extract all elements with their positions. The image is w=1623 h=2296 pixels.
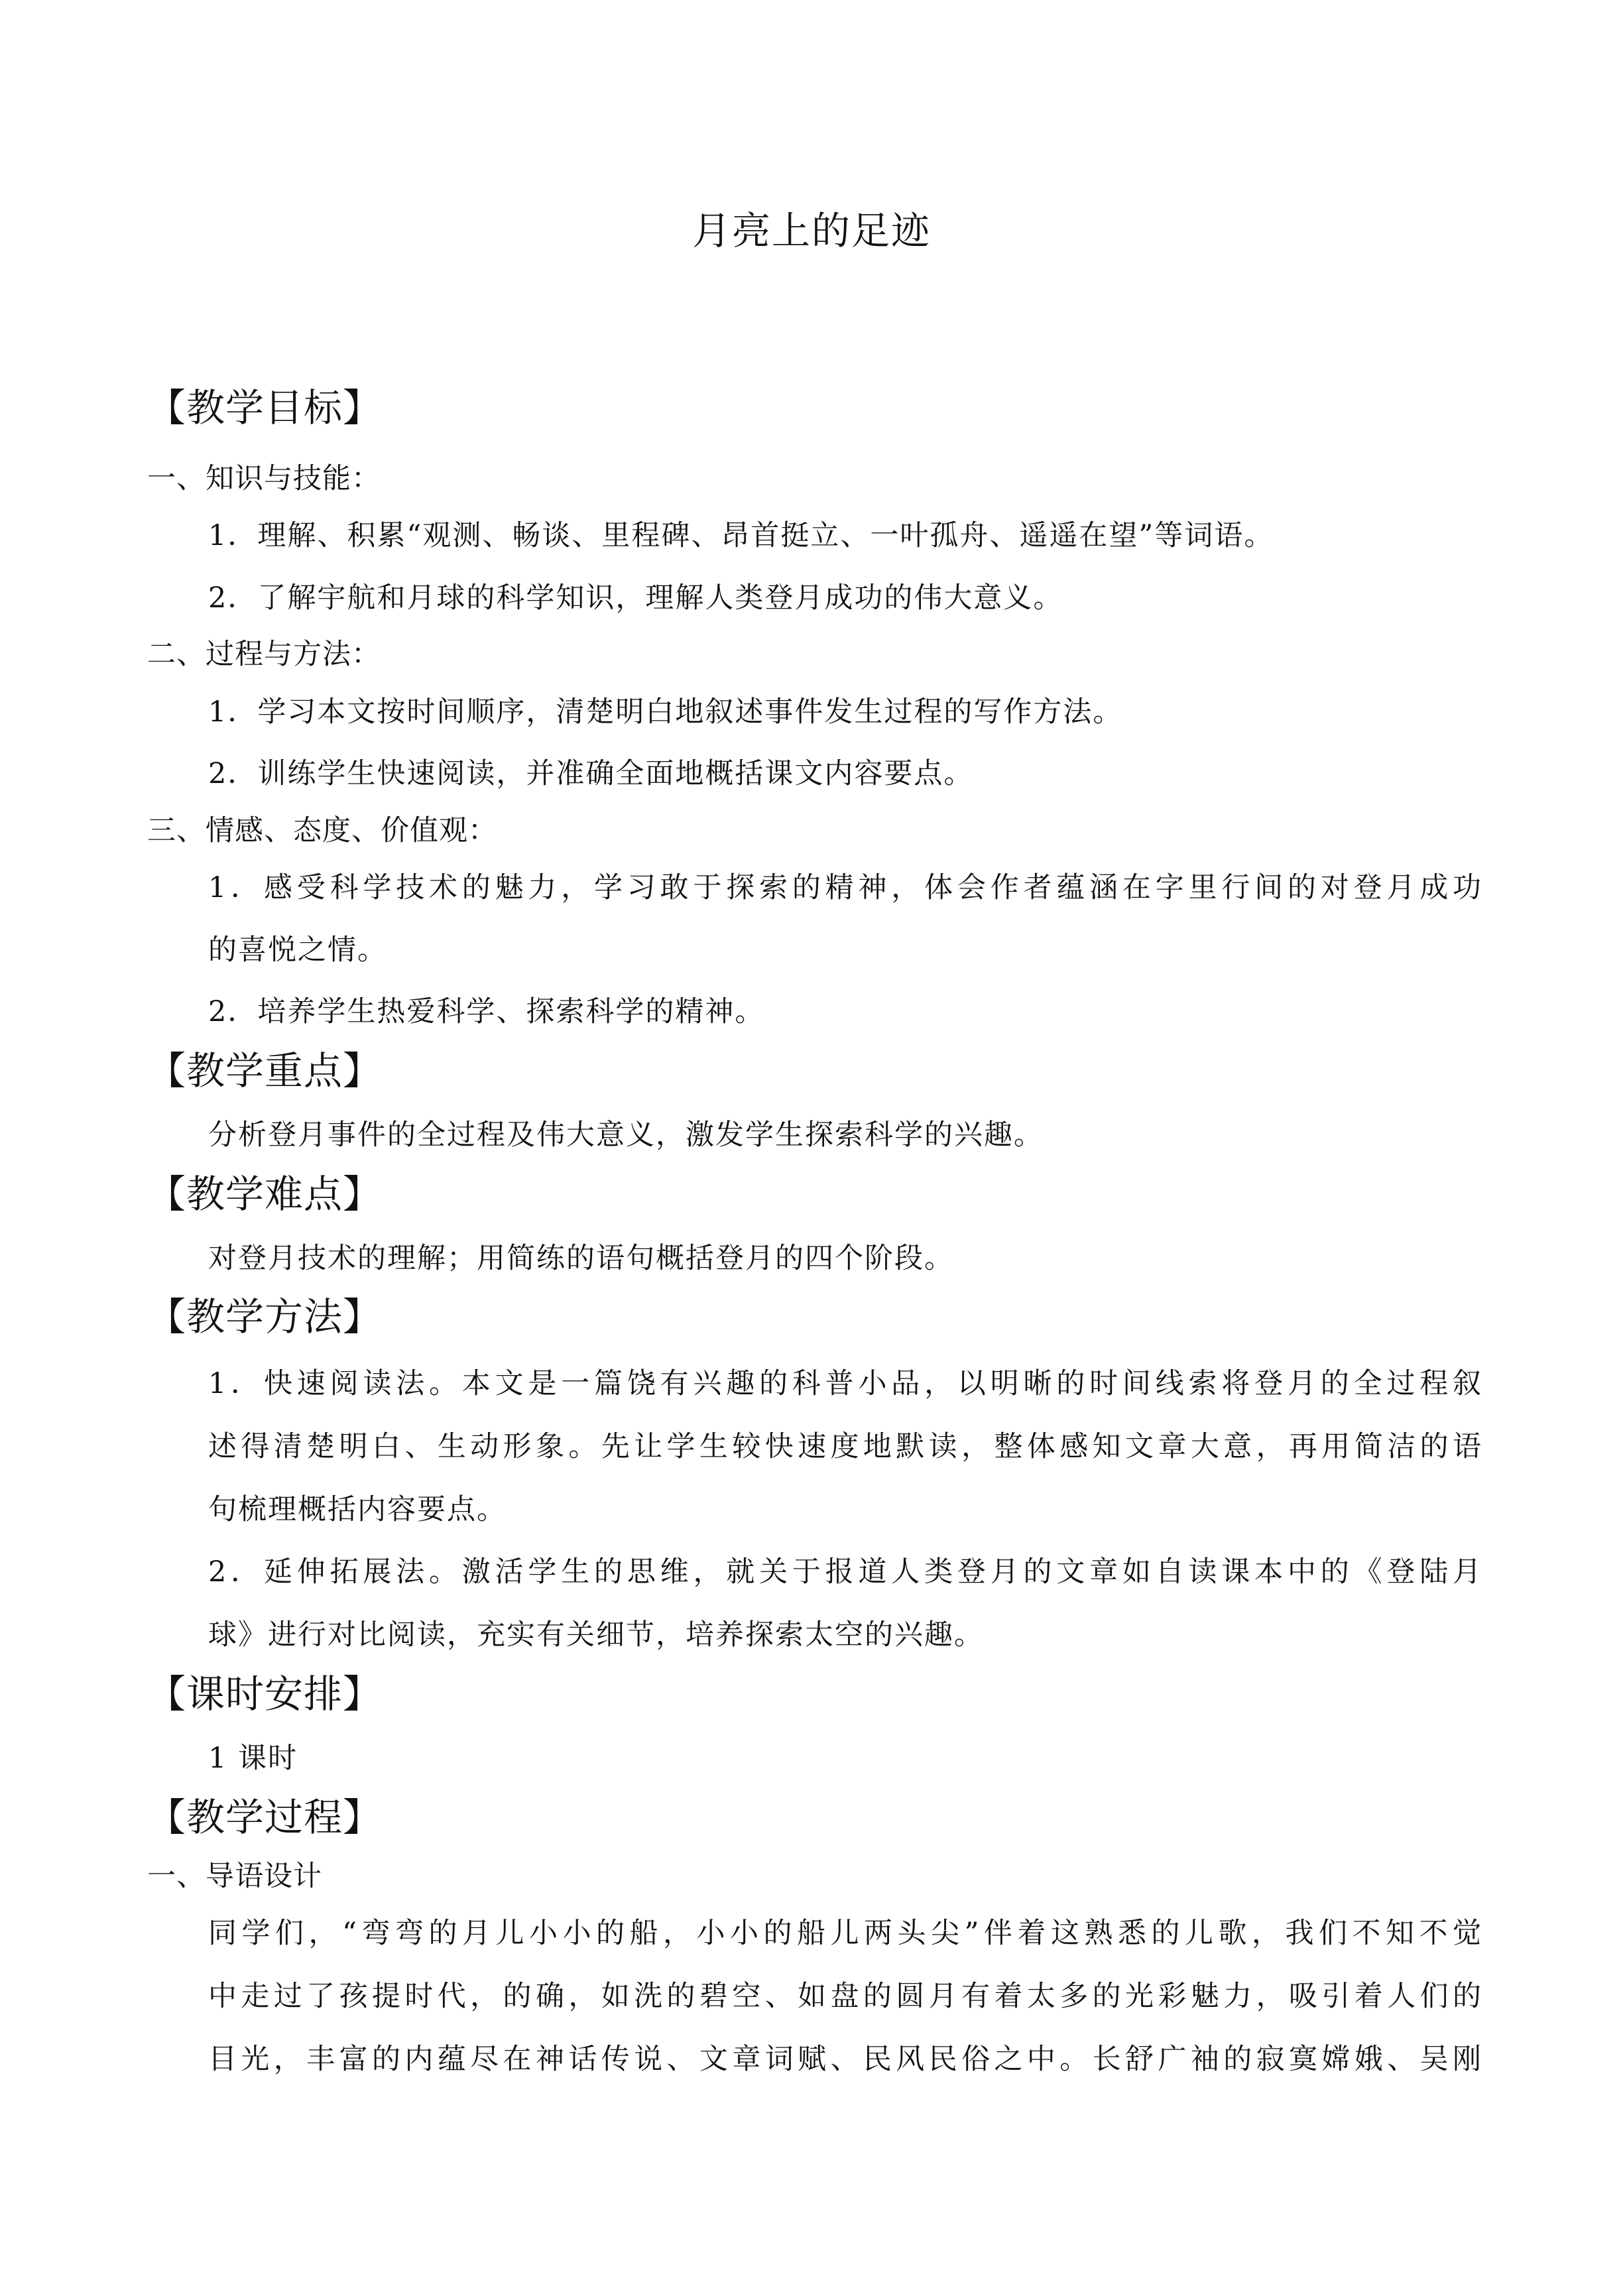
objective-process-1: 1．学习本文按时间顺序，清楚明白地叙述事件发生过程的写作方法。 (208, 695, 1123, 729)
intro-line-1-text: 同学们，“弯弯的月儿小小的船，小小的船儿两头尖”伴着这熟悉的儿歌，我们不知不觉 (208, 1917, 1481, 1950)
section-heading-schedule: 【课时安排】 (147, 1671, 383, 1717)
objective-knowledge-1: 1．理解、积累“观测、畅谈、里程碑、昂首挺立、一叶孤舟、遥遥在望”等词语。 (208, 519, 1274, 552)
objective-emotion-1-line-1 (208, 865, 1481, 911)
intro-line-3-text: 目光，丰富的内蕴尽在神话传说、文章词赋、民风民俗之中。长舒广袖的寂寞嫦娥、吴刚 (208, 2043, 1481, 2076)
method-2-line-1 (208, 1549, 1481, 1595)
method-1-line-1-text: 1．快速阅读法。本文是一篇饶有兴趣的科普小品，以明晰的时间线索将登月的全过程叙 (208, 1367, 1481, 1400)
key-points-text: 分析登月事件的全过程及伟大意义，激发学生探索科学的兴趣。 (208, 1118, 1044, 1152)
method-1-line-2 (208, 1423, 1481, 1470)
intro-line-2-text: 中走过了孩提时代，的确，如洗的碧空、如盘的圆月有着太多的光彩魅力，吸引着人们的 (208, 1980, 1481, 2013)
subheading-process-methods: 二、过程与方法： (147, 638, 381, 671)
schedule-text: 1 课时 (208, 1742, 298, 1775)
section-heading-objectives: 【教学目标】 (147, 385, 383, 430)
objective-emotion-2: 2．培养学生热爱科学、探索科学的精神。 (208, 995, 765, 1028)
subheading-emotion-values: 三、情感、态度、价值观： (147, 814, 497, 847)
objective-knowledge-2: 2．了解宇航和月球的科学知识，理解人类登月成功的伟大意义。 (208, 581, 1063, 615)
method-1-line-2-text: 述得清楚明白、生动形象。先让学生较快速度地默读，整体感知文章大意，再用简洁的语 (208, 1430, 1481, 1463)
method-2-line-2: 球》进行对比阅读，充实有关细节，培养探索太空的兴趣。 (208, 1618, 984, 1652)
subheading-intro-design: 一、导语设计 (147, 1860, 322, 1893)
method-1-line-1 (208, 1360, 1481, 1407)
intro-line-2 (208, 1973, 1481, 2020)
objective-emotion-1-line-1-text: 1．感受科学技术的魅力，学习敢于探索的精神，体会作者蕴涵在字里行间的对登月成功 (208, 871, 1481, 904)
objective-emotion-1-line-2: 的喜悦之情。 (208, 934, 387, 967)
section-heading-difficulties: 【教学难点】 (147, 1172, 383, 1217)
intro-line-3 (208, 2036, 1481, 2083)
difficulties-text: 对登月技术的理解；用简练的语句概括登月的四个阶段。 (208, 1242, 954, 1275)
section-heading-key-points: 【教学重点】 (147, 1048, 383, 1093)
objective-process-2: 2．训练学生快速阅读，并准确全面地概括课文内容要点。 (208, 757, 974, 790)
method-1-line-3: 句梳理概括内容要点。 (208, 1493, 507, 1526)
intro-line-1 (208, 1910, 1481, 1957)
document-title: 月亮上的足迹 (691, 208, 931, 253)
section-heading-methods: 【教学方法】 (147, 1294, 383, 1339)
subheading-knowledge-skills: 一、知识与技能： (147, 462, 381, 495)
section-heading-process: 【教学过程】 (147, 1795, 383, 1840)
method-2-line-1-text: 2．延伸拓展法。激活学生的思维，就关于报道人类登月的文章如自读课本中的《登陆月 (208, 1555, 1481, 1589)
